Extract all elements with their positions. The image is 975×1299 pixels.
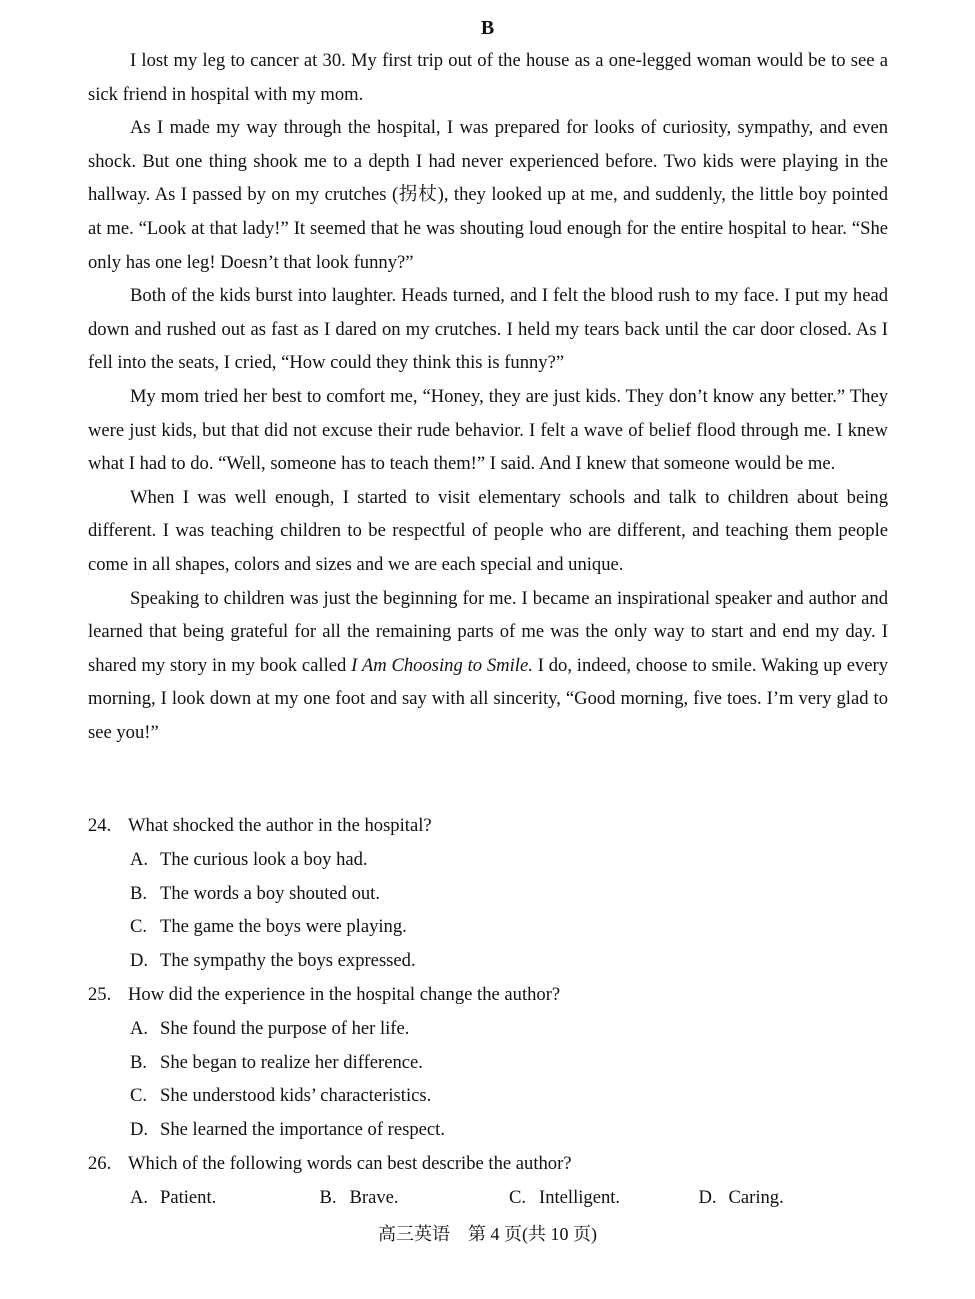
option-letter: B. (130, 882, 148, 904)
passage-paragraph-4: My mom tried her best to comfort me, “Honey, they are just kids. They don’t know any better.” They were just kids, but that did not excuse their rude behavior. I felt a wave of belief flood through me. I knew what I had to do. “Well, someone has to teach them!” I said. And I knew that someone would be me. (88, 385, 888, 475)
book-title: I Am Choosing to Smile. (351, 654, 533, 676)
option-text: Brave. (349, 1186, 399, 1208)
option-text: She understood kids’ characteristics. (160, 1085, 432, 1107)
option-b (320, 1181, 510, 1215)
option-text: Intelligent. (539, 1186, 621, 1208)
option-text: The game the boys were playing. (160, 916, 407, 938)
option-d (699, 1181, 889, 1215)
option-row (130, 1181, 888, 1215)
page-footer: 高三英语 第 4 页(共 10 页) (378, 1224, 597, 1244)
passage-paragraph-3: Both of the kids burst into laughter. Heads turned, and I felt the blood rush to my face. I put my head down and rushed out as fast as I dared on my crutches. I held my tears back until the car door closed. As I fell into the seats, I cried, “How could they think this is funny?” (88, 285, 888, 374)
paragraph-6-text-before: Speaking to children was just the beginning for me. I became an inspirational speaker and author and learned that being grateful for all the remaining parts of me was the only way to start and end my day. I shared my story in my book called (88, 587, 888, 676)
option-text: She learned the importance of respect. (160, 1119, 445, 1141)
option-text: The words a boy shouted out. (160, 882, 380, 904)
option-a (130, 1181, 320, 1215)
option-a (130, 843, 888, 877)
question-26 (88, 1147, 888, 1215)
option-letter: C. (130, 1085, 148, 1107)
option-letter: D. (698, 1186, 717, 1208)
passage-paragraph-1: I lost my leg to cancer at 30. My first trip out of the house as a one-legged woman would be to see a sick friend in hospital with my mom. (88, 50, 888, 105)
section-label: B (480, 17, 495, 39)
question-25 (88, 978, 888, 1147)
option-letter: C. (509, 1186, 527, 1208)
question-number: 24. (88, 815, 112, 836)
option-letter: A. (130, 848, 149, 870)
option-letter: D. (130, 950, 149, 972)
question-24 (88, 809, 888, 978)
option-b (130, 877, 888, 911)
option-b (130, 1046, 888, 1080)
option-letter: A. (130, 1017, 149, 1039)
option-text: Caring. (728, 1186, 784, 1208)
option-letter: A. (130, 1186, 149, 1208)
question-list (88, 809, 888, 1215)
option-letter: B. (319, 1186, 337, 1208)
question-stem: How did the experience in the hospital change the author? (128, 983, 561, 1005)
option-letter: B. (130, 1051, 148, 1073)
question-stem: Which of the following words can best describe the author? (128, 1152, 572, 1174)
option-d (130, 1113, 888, 1147)
passage-paragraph-6 (88, 582, 888, 750)
option-text: Patient. (160, 1186, 217, 1208)
option-text: The sympathy the boys expressed. (160, 950, 416, 972)
reading-passage (88, 44, 888, 749)
question-number: 25. (88, 983, 112, 1005)
option-text: She began to realize her difference. (160, 1051, 423, 1073)
option-letter: D. (130, 1119, 149, 1141)
paragraph-6-text-after: I do, indeed, choose to smile. Waking up every morning, I look down at my one foot and say with all sincerity, “Good morning, five toes. I’m very glad to see you!” (88, 654, 888, 743)
option-letter: C. (130, 916, 148, 938)
question-stem: What shocked the author in the hospital? (128, 815, 432, 836)
passage-paragraph-5: When I was well enough, I started to visit elementary schools and talk to children about being different. I was teaching children to be respectful of people who are different, and teaching them people come in all shapes, colors and sizes and we are each special and unique. (88, 486, 888, 575)
option-d (130, 944, 888, 978)
question-number: 26. (88, 1152, 112, 1174)
passage-paragraph-2: As I made my way through the hospital, I was prepared for looks of curiosity, sympathy, and even shock. But one thing shook me to a depth I had never experienced before. Two kids were playing in the hallway. As I passed by on my crutches (拐杖), they looked up at me, and suddenly, the little boy pointed at me. “Look at that lady!” It seemed that he was shouting loud enough for the entire hospital to hear. “She only has one leg! Doesn’t that look funny?” (88, 117, 888, 273)
option-c (130, 1079, 888, 1113)
option-text: The curious look a boy had. (160, 848, 368, 870)
option-c (130, 910, 888, 944)
option-a (130, 1012, 888, 1046)
option-text: She found the purpose of her life. (160, 1017, 410, 1039)
option-c (509, 1181, 699, 1215)
